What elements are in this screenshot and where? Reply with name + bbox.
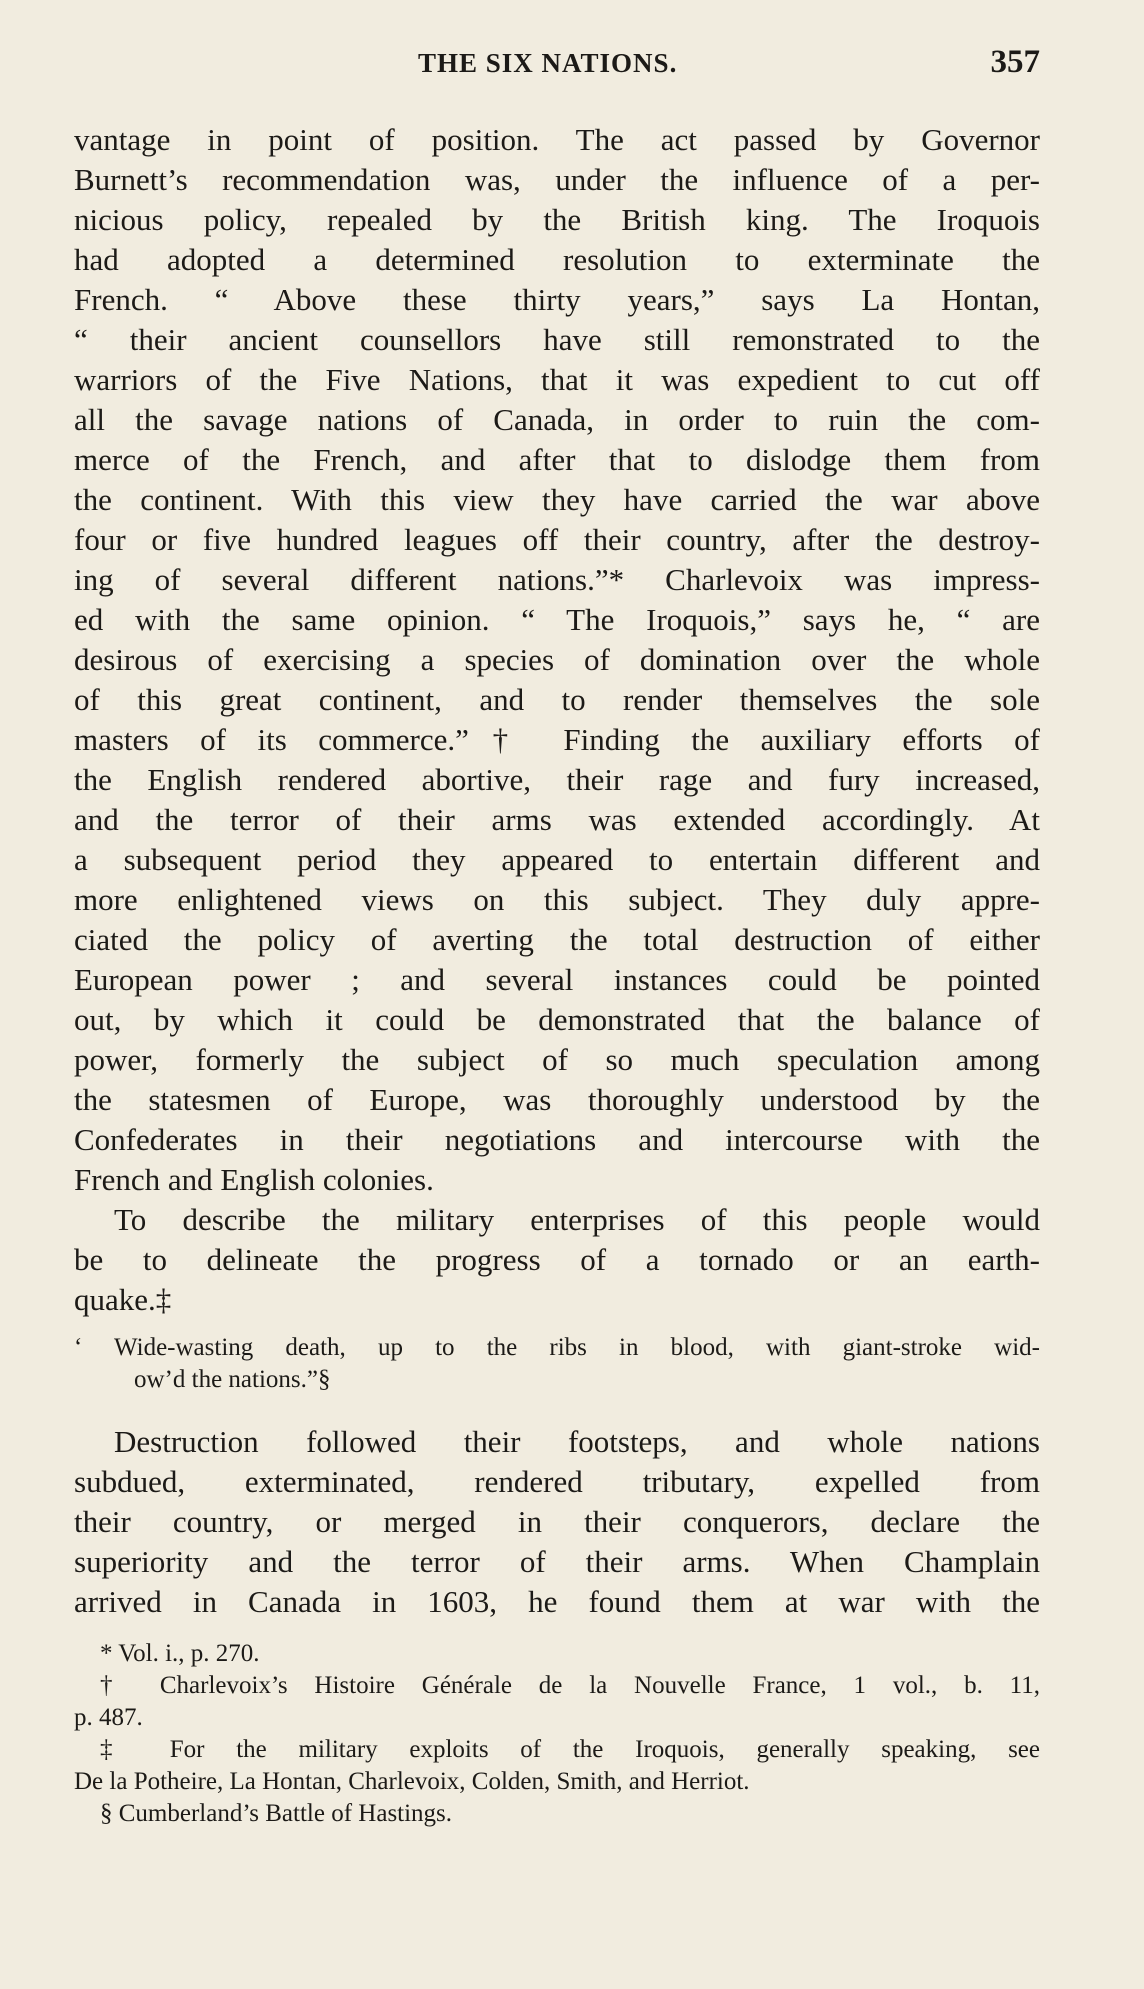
text-line: the English rendered abortive, their rage and fury increased,: [74, 762, 1040, 797]
text-line: their country, or merged in their conquerors, declare the: [74, 1504, 1040, 1539]
text-line: of this great continent, and to render themselves the sole: [74, 682, 1040, 717]
text-line: European power ; and several instances could be pointed: [74, 962, 1040, 997]
text-line: ing of several different nations.”* Charlevoix was impress-: [74, 562, 1040, 597]
footnote: § Cumberland’s Battle of Hastings.: [100, 1800, 453, 1827]
main-text: [74, 120, 1040, 1622]
closing-paragraph: [74, 1422, 1040, 1622]
text-line: merce of the French, and after that to dislodge them from: [74, 442, 1040, 477]
text-line: more enlightened views on this subject. They duly appre-: [74, 882, 1040, 917]
footnote-continuation: p. 487.: [74, 1704, 143, 1731]
text-line: a subsequent period they appeared to entertain different and: [74, 842, 1040, 877]
text-line: nicious policy, repealed by the British king. The Iroquois: [74, 202, 1040, 237]
running-head: [74, 44, 1040, 88]
text-line: all the savage nations of Canada, in order to ruin the com-: [74, 402, 1040, 437]
text-line: subdued, exterminated, rendered tributary, expelled from: [74, 1464, 1040, 1499]
quote-line: ‘ Wide-wasting death, up to the ribs in blood, with giant-stroke wid-: [74, 1334, 1040, 1361]
text-line: warriors of the Five Nations, that it was expedient to cut off: [74, 362, 1040, 397]
footnote: † Charlevoix’s Histoire Générale de la Nouvelle France, 1 vol., b. 11,: [100, 1672, 1040, 1699]
text-line: “ their ancient counsellors have still remonstrated to the: [74, 322, 1040, 357]
text-line: vantage in point of position. The act passed by Governor: [74, 122, 1040, 157]
text-line: desirous of exercising a species of domination over the whole: [74, 642, 1040, 677]
text-line: be to delineate the progress of a tornado or an earth-: [74, 1242, 1040, 1277]
footnote: * Vol. i., p. 270.: [100, 1640, 260, 1667]
text-line: Burnett’s recommendation was, under the influence of a per-: [74, 162, 1040, 197]
footnotes: [74, 1638, 1040, 1830]
verse-quotation: [74, 1332, 1040, 1396]
text-line: French. “ Above these thirty years,” says La Hontan,: [74, 282, 1040, 317]
footnote: ‡ For the military exploits of the Iroquois, generally speaking, see: [100, 1736, 1040, 1763]
text-line: superiority and the terror of their arms. When Champlain: [74, 1544, 1040, 1579]
footnote-continuation: De la Potheire, La Hontan, Charlevoix, Colden, Smith, and Herriot.: [74, 1768, 750, 1795]
running-title: THE SIX NATIONS.: [418, 48, 678, 78]
text-line: and the terror of their arms was extended accordingly. At: [74, 802, 1040, 837]
text-line: four or five hundred leagues off their country, after the destroy-: [74, 522, 1040, 557]
text-line: Confederates in their negotiations and intercourse with the: [74, 1122, 1040, 1157]
text-line: the continent. With this view they have carried the war above: [74, 482, 1040, 517]
paragraph-start-line: Destruction followed their footsteps, and whole nations: [114, 1424, 1040, 1459]
text-line: had adopted a determined resolution to exterminate the: [74, 242, 1040, 277]
page-number: 357: [990, 44, 1040, 80]
text-line: out, by which it could be demonstrated that the balance of: [74, 1002, 1040, 1037]
text-line: the statesmen of Europe, was thoroughly understood by the: [74, 1082, 1040, 1117]
text-line: quake.‡: [74, 1282, 172, 1317]
text-line: ed with the same opinion. “ The Iroquois,” says he, “ are: [74, 602, 1040, 637]
text-line: ciated the policy of averting the total destruction of either: [74, 922, 1040, 957]
text-line: French and English colonies.: [74, 1162, 434, 1197]
text-line: power, formerly the subject of so much speculation among: [74, 1042, 1040, 1077]
paragraph-start-line: To describe the military enterprises of this people would: [114, 1202, 1040, 1237]
quote-line: ow’d the nations.”§: [134, 1366, 331, 1393]
text-line: masters of its commerce.”† Finding the auxiliary efforts of: [74, 722, 1040, 757]
text-line: arrived in Canada in 1603, he found them at war with the: [74, 1584, 1040, 1619]
